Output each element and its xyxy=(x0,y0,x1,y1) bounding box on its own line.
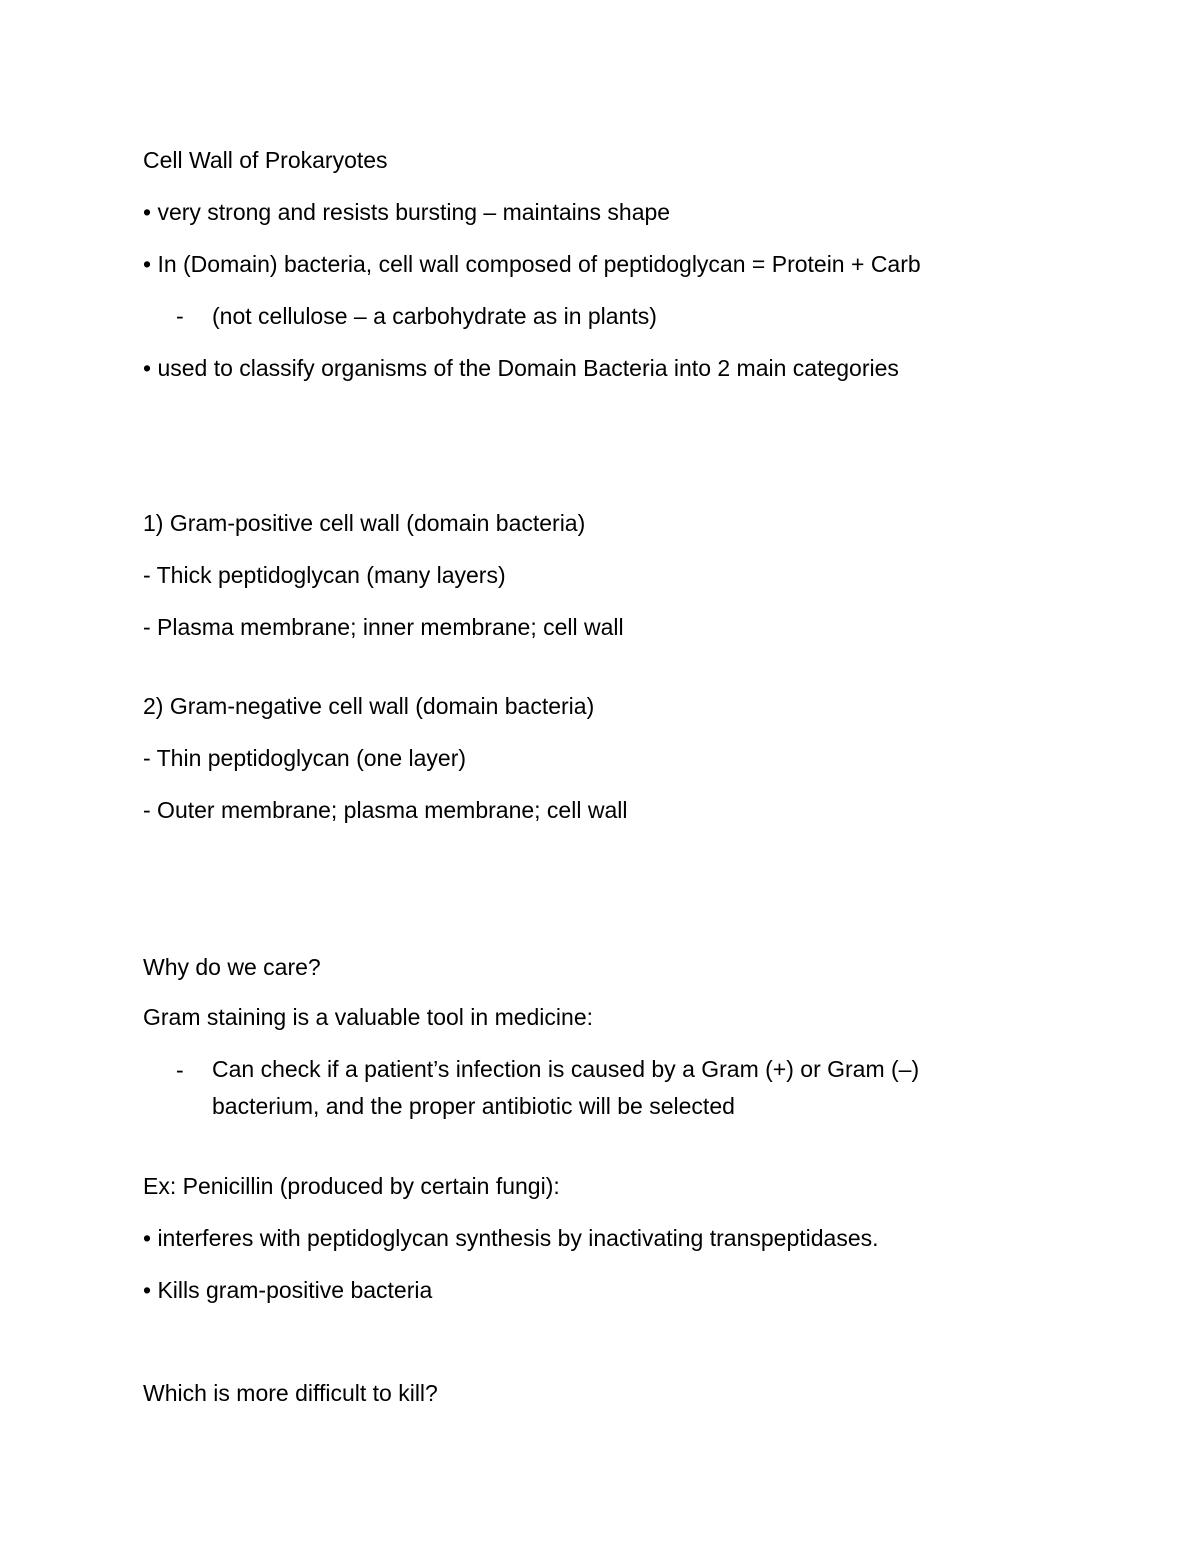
sub-dash: - xyxy=(176,303,184,329)
bullet-strong: • very strong and resists bursting – maintains shape xyxy=(143,199,671,225)
why-statement: Gram staining is a valuable tool in medicine: xyxy=(143,1004,594,1030)
gram-negative-heading: 2) Gram-negative cell wall (domain bacteria) xyxy=(143,693,595,719)
bullet-classify: • used to classify organisms of the Domain Bacteria into 2 main categories xyxy=(143,355,899,381)
sub-item-cellulose: (not cellulose – a carbohydrate as in plants) xyxy=(212,303,657,329)
penicillin-heading: Ex: Penicillin (produced by certain fungi): xyxy=(143,1173,560,1199)
gram-positive-heading: 1) Gram-positive cell wall (domain bacteria) xyxy=(143,510,586,536)
why-dash: - xyxy=(176,1057,184,1083)
gram-negative-item-1: - Thin peptidoglycan (one layer) xyxy=(143,745,467,771)
penicillin-bullet-2: • Kills gram-positive bacteria xyxy=(143,1277,433,1303)
why-detail: Can check if a patient’s infection is caused by a Gram (+) or Gram (–) bacterium, and the proper antibiotic will be selected xyxy=(212,1056,920,1119)
gram-positive-item-1: - Thick peptidoglycan (many layers) xyxy=(143,562,506,588)
section-title: Cell Wall of Prokaryotes xyxy=(143,147,388,173)
bullet-peptidoglycan: • In (Domain) bacteria, cell wall composed of peptidoglycan = Protein + Carb xyxy=(143,251,921,277)
closing-question: Which is more difficult to kill? xyxy=(143,1380,438,1406)
penicillin-bullet-1: • interferes with peptidoglycan synthesis by inactivating transpeptidases. xyxy=(143,1225,879,1251)
gram-positive-item-2: - Plasma membrane; inner membrane; cell wall xyxy=(143,614,624,640)
why-question: Why do we care? xyxy=(143,954,321,980)
gram-negative-item-2: - Outer membrane; plasma membrane; cell wall xyxy=(143,797,628,823)
